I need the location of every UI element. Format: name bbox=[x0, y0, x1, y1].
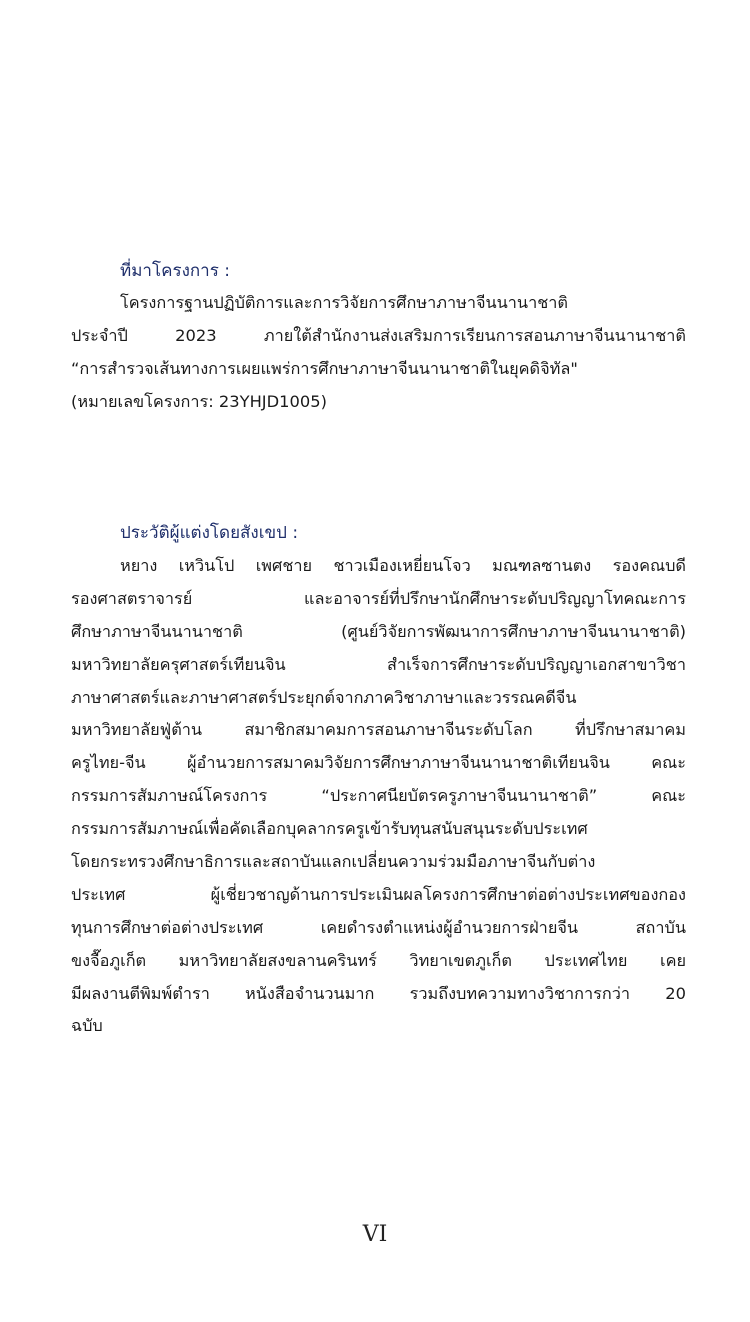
text-line: ภาษาศาสตร์และภาษาศาสตร์ประยุกต์จากภาควิชาภาษาและวรรณคดีจีน bbox=[71, 687, 577, 707]
text-line: โครงการฐานปฏิบัติการและการวิจัยการศึกษาภาษาจีนนานาชาติ bbox=[120, 293, 568, 312]
section-heading-bio: ประวัติผู้แต่งโดยสังเขป : bbox=[120, 523, 299, 543]
text-line: กรรมการสัมภาษณ์เพื่อคัดเลือกบุคลากรครูเข้ารับทุนสนับสนุนระดับประเทศ bbox=[71, 819, 588, 839]
text-line: มหาวิทยาลัยฟู่ต้าน สมาชิกสมาคมการสอนภาษาจีนระดับโลก ที่ปรึกษาสมาคม bbox=[71, 720, 686, 740]
text-line: มหาวิทยาลัยครุศาสตร์เทียนจิน สำเร็จการศึกษาระดับปริญญาเอกสาขาวิชา bbox=[71, 654, 686, 674]
text-line: ทุนการศึกษาต่อต่างประเทศ เคยดำรงตำแหน่งผู้อำนวยการฝ่ายจีน สถาบัน bbox=[71, 917, 686, 937]
text-line: “การสำรวจเส้นทางการเผยแพร่การศึกษาภาษาจีนนานาชาติในยุคดิจิทัล" bbox=[71, 358, 578, 378]
origin-paragraph bbox=[71, 287, 686, 419]
text-line: โดยกระทรวงศึกษาธิการและสถาบันแลกเปลี่ยนความร่วมมือภาษาจีนกับต่าง bbox=[71, 852, 596, 872]
text-line: ประจำปี 2023 ภายใต้สำนักงานส่งเสริมการเรียนการสอนภาษาจีนนานาชาติ bbox=[71, 325, 686, 345]
text-line: หยาง เหวินโป เพศชาย ชาวเมืองเหยี่ยนโจว มณฑลซานตง รองคณบดี bbox=[120, 556, 686, 575]
text-line: ครูไทย-จีน ผู้อำนวยการสมาคมวิจัยการศึกษาภาษาจีนนานาชาติเทียนจิน คณะ bbox=[71, 753, 686, 773]
text-line: (หมายเลขโครงการ: 23YHJD1005) bbox=[71, 391, 327, 411]
text-line: ศึกษาภาษาจีนนานาชาติ (ศูนย์วิจัยการพัฒนาการศึกษาภาษาจีนนานาชาติ) bbox=[71, 621, 686, 641]
text-line: กรรมการสัมภาษณ์โครงการ “ประกาศนียบัตรครูภาษาจีนนานาชาติ” คณะ bbox=[71, 786, 686, 806]
text-line: รองศาสตราจารย์ และอาจารย์ที่ปรึกษานักศึกษาระดับปริญญาโทคณะการ bbox=[71, 588, 686, 608]
text-line: ฉบับ bbox=[71, 1016, 103, 1036]
bio-paragraph bbox=[71, 550, 686, 1043]
text-line: ขงจื๊อภูเก็ต มหาวิทยาลัยสงขลานครินทร์ วิทยาเขตภูเก็ต ประเทศไทย เคย bbox=[71, 950, 686, 970]
page-number: VI bbox=[362, 1222, 388, 1247]
text-line: มีผลงานตีพิมพ์ตำรา หนังสือจำนวนมาก รวมถึงบทความทางวิชาการกว่า 20 bbox=[71, 983, 686, 1003]
text-line: ประเทศ ผู้เชี่ยวชาญด้านการประเมินผลโครงการศึกษาต่อต่างประเทศของกอง bbox=[71, 884, 686, 904]
section-heading-origin: ที่มาโครงการ : bbox=[120, 261, 230, 281]
